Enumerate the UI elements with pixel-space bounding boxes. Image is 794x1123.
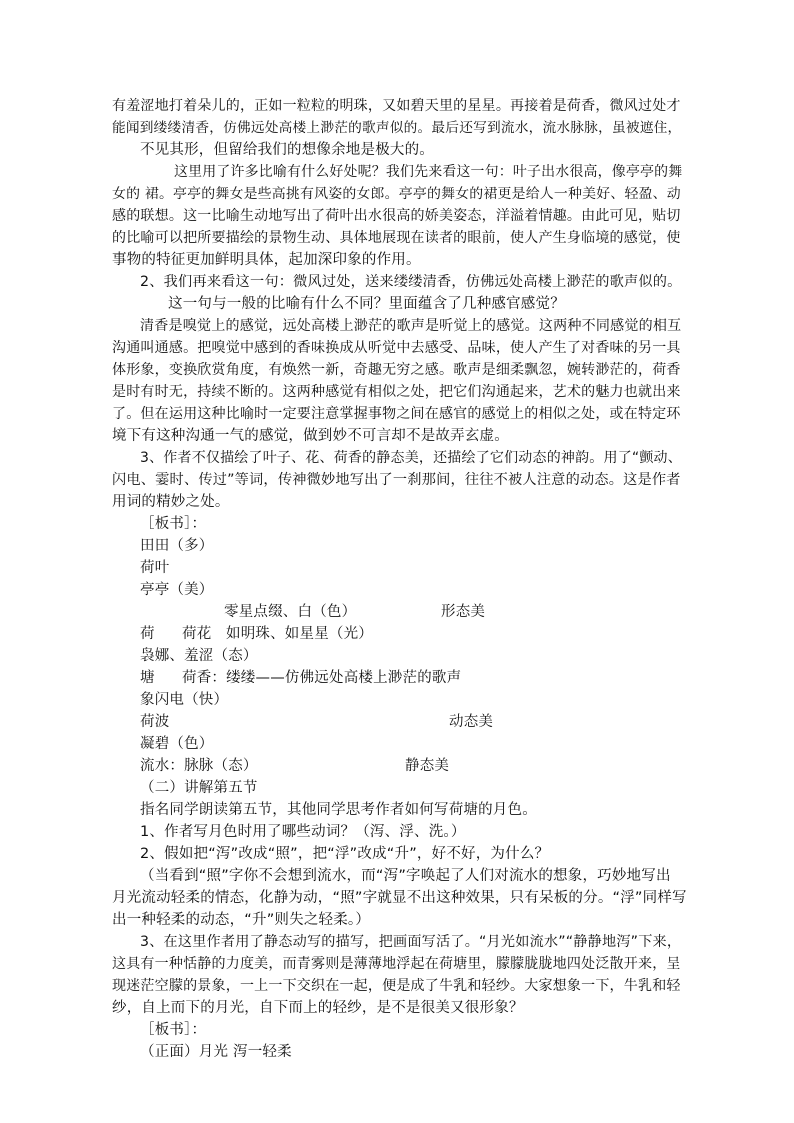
text-line: 不见其形，但留给我们的想像余地是极大的。 [140, 142, 434, 158]
text-line: （当看到“照”字你不会想到流水，而“泻”字唤起了人们对流水的想象，巧妙地写出 [140, 868, 671, 884]
text-line: 3、作者不仅描绘了叶子、花、荷香的静态美，还描绘了它们动态的神韵。用了“颤动、 [140, 450, 682, 466]
text-line: 女的 裙。亭亭的舞女是些高挑有风姿的女郎。亭亭的舞女的裙更是给人一种美好、轻盈、动 [112, 186, 681, 202]
text-line: 境下有这种沟通一气的感觉，做到妙不可言却不是故弄玄虚。 [112, 428, 509, 444]
board-line: 荷叶 [140, 560, 170, 576]
text-line: 指名同学朗读第五节，其他同学思考作者如何写荷塘的月色。 [140, 802, 537, 818]
text-line: 1、作者写月色时用了哪些动词？（泻、浮、洗。） [140, 824, 466, 840]
board-category: 形态美 [441, 604, 486, 620]
text-line: 3、在这里作者用了静态动写的描写，把画面写活了。“月光如流水”“静静地泻”下来， [140, 934, 682, 950]
text-line: 清香是嗅觉上的感觉，远处高楼上渺茫的歌声是听觉上的感觉。这两种不同感觉的相互 [140, 318, 682, 334]
board-line: 袅娜、羞涩（态） [140, 648, 258, 664]
board-line: 象闪电（快） [140, 692, 229, 708]
board-category: 动态美 [449, 714, 494, 730]
text-line: 有羞涩地打着朵儿的，正如一粒粒的明珠，又如碧天里的星星。再接着是荷香，微风过处才 [112, 98, 681, 114]
board-line: 荷波 [140, 714, 170, 730]
text-line: 闪电、霎时、传过”等词，传神微妙地写出了一刹那间，往往不被人注意的动态。这是作者 [112, 472, 681, 488]
text-line: 能闻到缕缕清香，仿佛远处高楼上渺茫的歌声似的。最后还写到流水，流水脉脉，虽被遮住， [112, 120, 682, 136]
board-line: （正面）月光 泻一轻柔 [140, 1044, 292, 1060]
text-line: 的比喻可以把所要描绘的景物生动、具体地展现在读者的眼前，使人产生身临境的感觉，使 [112, 230, 681, 246]
text-line: 这具有一种恬静的力度美，而青雾则是薄薄地浮起在荷塘里，朦朦胧胧地四处泛散开来，呈 [112, 956, 681, 972]
text-line: 2、假如把“泻”改成“照”，把“浮”改成“升”，好不好，为什么？ [140, 846, 550, 862]
text-line: 是时有时无，持续不断的。这两种感觉有相似之处，把它们沟通起来，艺术的魅力也就出来 [112, 384, 681, 400]
text-line: 体形象，变换欣赏角度，有焕然一新，奇趣无穷之感。歌声是细柔飘忽，婉转渺茫的，荷香 [112, 362, 681, 378]
text-line: 纱，自上而下的月光，自下而上的轻纱，是不是很美又很形象？ [112, 1000, 524, 1016]
text-line: 2、我们再来看这一句：微风过处，送来缕缕清香，仿佛远处高楼上渺茫的歌声似的。 [140, 274, 682, 290]
text-line: 出一种轻柔的动态，“升”则失之轻柔。） [112, 912, 371, 928]
board-line: 塘 [140, 670, 155, 686]
board-line: 荷 [140, 626, 155, 642]
text-line: 沟通叫通感。把嗅觉中感到的香味换成从听觉中去感受、品味，使人产生了对香味的另一具 [112, 340, 681, 356]
text-line: 了。但在运用这种比喻时一定要注意掌握事物之间在感官的感觉上的相似之处，或在特定环 [112, 406, 681, 422]
board-label: ［板书］： [140, 516, 207, 532]
board-line: 荷香：缕缕——仿佛远处高楼上渺茫的歌声 [182, 670, 462, 686]
text-line: 用词的精妙之处。 [112, 494, 230, 510]
board-label: ［板书］： [140, 1022, 207, 1038]
text-line: 感的联想。这一比喻生动地写出了荷叶出水很高的娇美姿态，洋溢着情趣。由此可见，贴切 [112, 208, 681, 224]
board-line: 凝碧（色） [140, 736, 214, 752]
text-line: 现迷茫空朦的景象，一上一下交织在一起，便是成了牛乳和轻纱。大家想象一下，牛乳和轻 [112, 978, 681, 994]
board-line: 荷花 [182, 626, 212, 642]
text-line: 月光流动轻柔的情态，化静为动，“照”字就显不出这种效果，只有呆板的分。“浮”同样写 [112, 890, 687, 906]
text-line: 这一句与一般的比喻有什么不同？里面蕴含了几种感官感觉？ [168, 296, 565, 312]
text-line: 这里用了许多比喻有什么好处呢？我们先来看这一句：叶子出水很高，像亭亭的舞 [174, 164, 683, 180]
section-heading: （二）讲解第五节 [140, 780, 258, 796]
board-line: 田田（多） [140, 538, 214, 554]
board-category: 静态美 [405, 758, 450, 774]
board-line: 零星点缀、白（色） [224, 604, 357, 620]
board-line: 亭亭（美） [140, 582, 214, 598]
text-line: 事物的特征更加鲜明具体，起加深印象的作用。 [112, 252, 421, 268]
board-line: 流水：脉脉（态） [140, 758, 258, 774]
board-line: 如明珠、如星星（光） [226, 626, 373, 642]
